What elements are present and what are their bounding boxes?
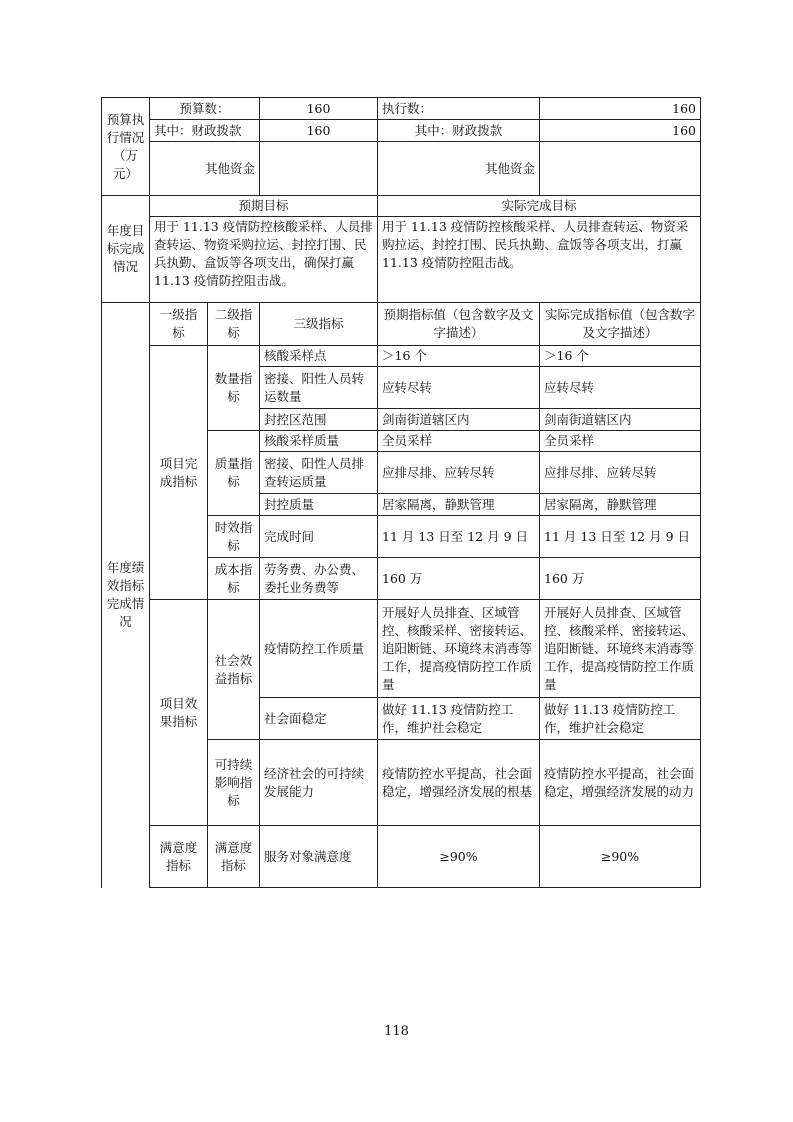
indicator-actual: 全员采样 [540, 431, 701, 452]
l2-timeliness-label: 时效指标 [208, 516, 260, 558]
indicator-expected: 剑南街道辖区内 [378, 409, 540, 431]
indicator-expected: 应排尽排、应转尽转 [378, 452, 540, 494]
page-number: 118 [384, 1024, 409, 1039]
l2-quality-label: 质量指标 [208, 431, 260, 516]
indicator-name: 疫情防控工作质量 [260, 600, 378, 698]
indicator-actual: ＞16 个 [540, 346, 701, 367]
budget-label: 预算数： [150, 98, 260, 120]
indicator-actual: 开展好人员排查、区域管控、核酸采样、密接转运、追阳断链、环境终末消毒等工作，提高疫情防控工作质量 [540, 600, 701, 698]
l2-quantity-label: 数量指标 [208, 346, 260, 431]
l2-cost-label: 成本指标 [208, 558, 260, 600]
l1-effect-label: 项目效果指标 [150, 600, 208, 826]
header-actual: 实际完成指标值（包含数字及文字描述） [540, 303, 701, 346]
indicator-name: 核酸采样点 [260, 346, 378, 367]
l2-satisfaction-label: 满意度指标 [208, 826, 260, 888]
indicator-expected: 居家隔离，静默管理 [378, 494, 540, 516]
indicator-expected: 疫情防控水平提高，社会面稳定，增强经济发展的根基 [378, 740, 540, 826]
indicator-actual: 剑南街道辖区内 [540, 409, 701, 431]
l2-social-label: 社会效益指标 [208, 600, 260, 740]
other-funds-value [260, 142, 378, 196]
indicator-name: 封控质量 [260, 494, 378, 516]
indicator-actual: 做好 11.13 疫情防控工作，维护社会稳定 [540, 698, 701, 740]
budget-section-label: 预算执行情况（万元） [102, 98, 150, 196]
indicator-name: 社会面稳定 [260, 698, 378, 740]
header-level3: 三级指标 [260, 303, 378, 346]
indicator-expected: 应转尽转 [378, 367, 540, 409]
l1-satisfaction-label: 满意度指标 [150, 826, 208, 888]
indicator-actual: ≥90% [540, 826, 701, 888]
actual-goal-header: 实际完成目标 [378, 196, 701, 217]
l2-sustainable-label: 可持续影响指标 [208, 740, 260, 826]
header-level1: 一级指标 [150, 303, 208, 346]
indicators-section-label: 年度绩效指标完成情况 [102, 303, 150, 888]
fin-budget-value: 160 [260, 120, 378, 142]
indicator-expected: 做好 11.13 疫情防控工作，维护社会稳定 [378, 698, 540, 740]
other-funds-exec-label: 其他资金 [378, 142, 540, 196]
expected-goal-header: 预期目标 [150, 196, 378, 217]
indicator-expected: 开展好人员排查、区域管控、核酸采样、密接转运、追阳断链、环境终末消毒等工作，提高疫情防控工作质量 [378, 600, 540, 698]
indicator-expected: 160 万 [378, 558, 540, 600]
other-funds-label: 其他资金 [150, 142, 260, 196]
indicator-expected: ≥90% [378, 826, 540, 888]
indicator-actual: 应转尽转 [540, 367, 701, 409]
indicator-actual: 居家隔离，静默管理 [540, 494, 701, 516]
l1-output-label: 项目完成指标 [150, 346, 208, 600]
performance-table [101, 97, 701, 888]
indicator-name: 服务对象满意度 [260, 826, 378, 888]
indicator-name: 经济社会的可持续发展能力 [260, 740, 378, 826]
fin-exec-label: 其中：财政拨款 [378, 120, 540, 142]
fin-exec-value: 160 [540, 120, 701, 142]
header-level2: 二级指标 [208, 303, 260, 346]
expected-goal-text: 用于 11.13 疫情防控核酸采样、人员排查转运、物资采购拉运、封控打围、民兵执勤、盒饭等各项支出，确保打赢 11.13 疫情防控阻击战。 [150, 217, 378, 303]
indicator-expected: 11 月 13 日至 12 月 9 日 [378, 516, 540, 558]
actual-goal-text: 用于 11.13 疫情防控核酸采样、人员排查转运、物资采购拉运、封控打围、民兵执勤、盒饭等各项支出，打赢 11.13 疫情防控阻击战。 [378, 217, 701, 303]
indicator-name: 核酸采样质量 [260, 431, 378, 452]
indicator-actual: 疫情防控水平提高，社会面稳定，增强经济发展的动力 [540, 740, 701, 826]
other-funds-exec-value [540, 142, 701, 196]
exec-value: 160 [540, 98, 701, 120]
indicator-name: 劳务费、办公费、委托业务费等 [260, 558, 378, 600]
indicator-name: 密接、阳性人员排查转运质量 [260, 452, 378, 494]
indicator-expected: 全员采样 [378, 431, 540, 452]
indicator-name: 密接、阳性人员转运数量 [260, 367, 378, 409]
budget-value: 160 [260, 98, 378, 120]
exec-label: 执行数： [378, 98, 540, 120]
header-expected: 预期指标值（包含数字及文字描述） [378, 303, 540, 346]
goals-section-label: 年度目标完成情况 [102, 196, 150, 303]
fin-budget-label: 其中：财政拨款 [150, 120, 260, 142]
indicator-name: 封控区范围 [260, 409, 378, 431]
indicator-actual: 160 万 [540, 558, 701, 600]
indicator-actual: 11 月 13 日至 12 月 9 日 [540, 516, 701, 558]
indicator-expected: ＞16 个 [378, 346, 540, 367]
indicator-actual: 应排尽排、应转尽转 [540, 452, 701, 494]
indicator-name: 完成时间 [260, 516, 378, 558]
